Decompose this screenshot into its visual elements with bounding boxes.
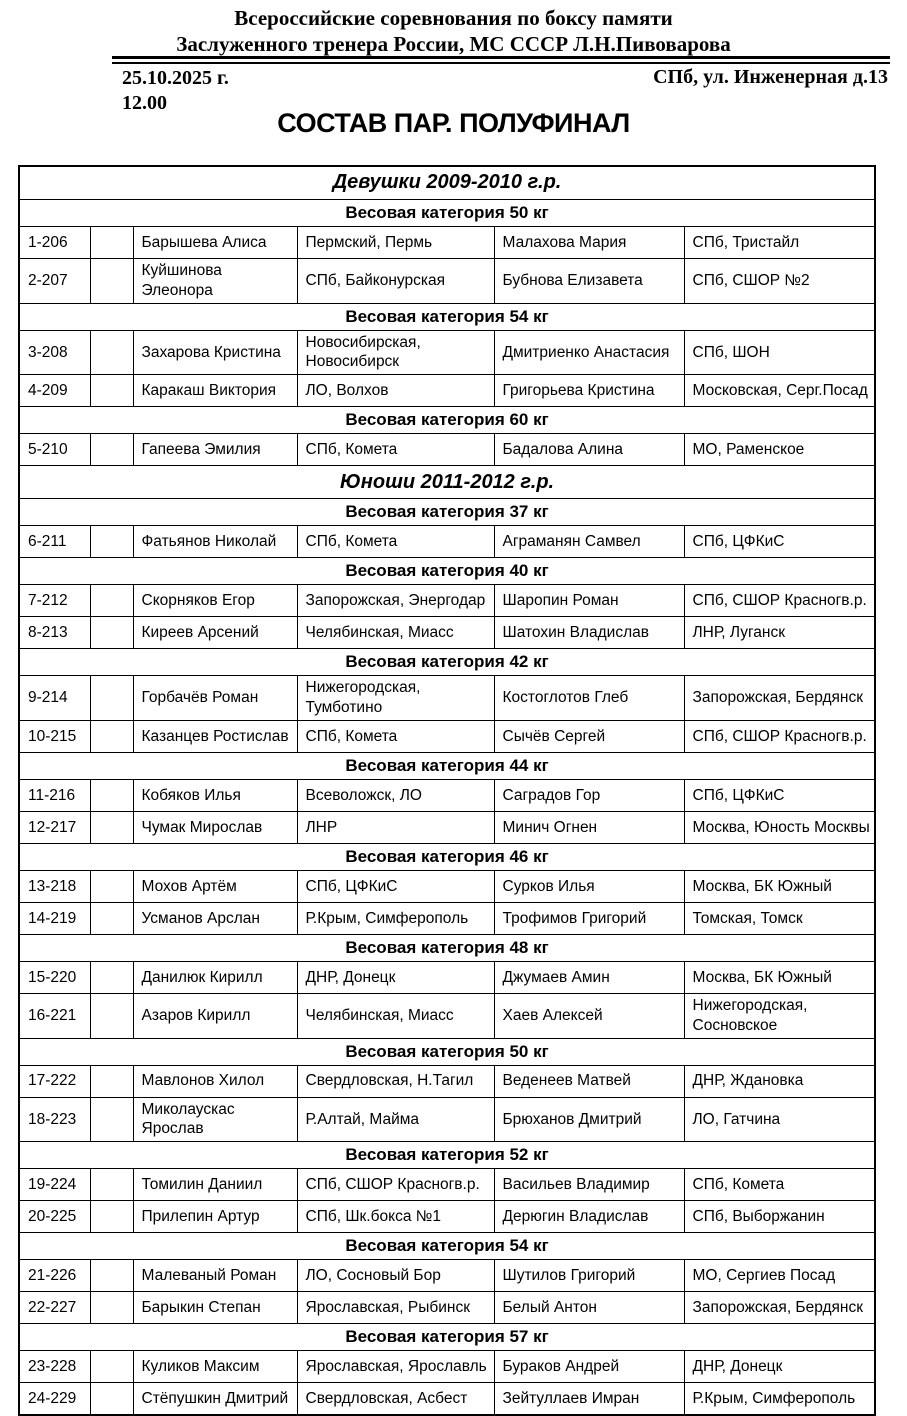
blank-cell: [90, 1169, 133, 1201]
category-row: [19, 303, 875, 330]
blue-corner-club: МО, Раменское: [684, 434, 875, 466]
bout-row: [19, 676, 875, 721]
section-row: [19, 466, 875, 499]
red-corner-name: Казанцев Ростислав: [133, 720, 297, 752]
red-corner-club: Новосибирская, Новосибирск: [297, 330, 494, 375]
category-row: [19, 558, 875, 585]
red-corner-club: Ярославская, Рыбинск: [297, 1292, 494, 1324]
blue-corner-name: Дмитриенко Анастасия: [494, 330, 684, 375]
section-title: Девушки 2009-2010 г.р.: [19, 166, 875, 200]
blue-corner-name: Бураков Андрей: [494, 1351, 684, 1383]
blue-corner-club: Р.Крым, Симферополь: [684, 1383, 875, 1416]
red-corner-club: СПб, ЦФКиС: [297, 870, 494, 902]
title-line-2: Заслуженного тренера России, МС СССР Л.Н.Пивоварова: [176, 32, 731, 56]
red-corner-name: Куликов Максим: [133, 1351, 297, 1383]
bout-row: [19, 259, 875, 304]
blank-cell: [90, 227, 133, 259]
blank-cell: [90, 1383, 133, 1416]
blue-corner-name: Брюханов Дмитрий: [494, 1097, 684, 1142]
bout-row: [19, 330, 875, 375]
blank-cell: [90, 585, 133, 617]
bout-row: [19, 1065, 875, 1097]
red-corner-name: Каракаш Виктория: [133, 375, 297, 407]
category-label: Весовая категория 40 кг: [19, 558, 875, 585]
blank-cell: [90, 1097, 133, 1142]
category-row: [19, 649, 875, 676]
category-row: [19, 200, 875, 227]
blue-corner-name: Трофимов Григорий: [494, 902, 684, 934]
category-label: Весовая категория 52 кг: [19, 1142, 875, 1169]
section-title: Юноши 2011-2012 г.р.: [19, 466, 875, 499]
category-label: Весовая категория 37 кг: [19, 499, 875, 526]
bout-row: [19, 811, 875, 843]
category-label: Весовая категория 44 кг: [19, 752, 875, 779]
red-corner-club: Свердловская, Н.Тагил: [297, 1065, 494, 1097]
blank-cell: [90, 779, 133, 811]
blue-corner-club: СПб, Тристайл: [684, 227, 875, 259]
pair-number: 9-214: [19, 676, 90, 721]
category-row: [19, 934, 875, 961]
pair-number: 24-229: [19, 1383, 90, 1416]
blue-corner-name: Джумаев Амин: [494, 961, 684, 993]
blue-corner-club: Москва, Юность Москвы: [684, 811, 875, 843]
bout-row: [19, 1201, 875, 1233]
red-corner-club: СПб, Комета: [297, 720, 494, 752]
red-corner-club: Нижегородская, Тумботино: [297, 676, 494, 721]
category-row: [19, 1142, 875, 1169]
blue-corner-club: СПб, Выборжанин: [684, 1201, 875, 1233]
blank-cell: [90, 330, 133, 375]
red-corner-name: Мавлонов Хилол: [133, 1065, 297, 1097]
blue-corner-name: Малахова Мария: [494, 227, 684, 259]
red-corner-name: Мохов Артём: [133, 870, 297, 902]
red-corner-name: Томилин Даниил: [133, 1169, 297, 1201]
blue-corner-name: Дерюгин Владислав: [494, 1201, 684, 1233]
red-corner-name: Горбачёв Роман: [133, 676, 297, 721]
blank-cell: [90, 1065, 133, 1097]
pair-number: 4-209: [19, 375, 90, 407]
bout-row: [19, 375, 875, 407]
blue-corner-name: Бадалова Алина: [494, 434, 684, 466]
bout-row: [19, 1169, 875, 1201]
bout-row: [19, 617, 875, 649]
blue-corner-name: Васильев Владимир: [494, 1169, 684, 1201]
blue-corner-name: Шутилов Григорий: [494, 1260, 684, 1292]
red-corner-name: Малеваный Роман: [133, 1260, 297, 1292]
red-corner-club: Запорожская, Энергодар: [297, 585, 494, 617]
red-corner-club: ЛО, Сосновый Бор: [297, 1260, 494, 1292]
bout-row: [19, 961, 875, 993]
bout-row: [19, 902, 875, 934]
red-corner-name: Миколаускас Ярослав: [133, 1097, 297, 1142]
event-time: 12.00: [122, 92, 167, 114]
pair-number: 1-206: [19, 227, 90, 259]
blue-corner-club: СПб, ЦФКиС: [684, 779, 875, 811]
blank-cell: [90, 259, 133, 304]
red-corner-club: Ярославская, Ярославль: [297, 1351, 494, 1383]
red-corner-name: Прилепин Артур: [133, 1201, 297, 1233]
pair-number: 21-226: [19, 1260, 90, 1292]
category-label: Весовая категория 60 кг: [19, 407, 875, 434]
category-row: [19, 499, 875, 526]
blue-corner-name: Бубнова Елизавета: [494, 259, 684, 304]
category-label: Весовая категория 54 кг: [19, 303, 875, 330]
bout-row: [19, 993, 875, 1038]
red-corner-club: ЛНР: [297, 811, 494, 843]
pair-number: 2-207: [19, 259, 90, 304]
pair-number: 15-220: [19, 961, 90, 993]
pair-number: 19-224: [19, 1169, 90, 1201]
category-label: Весовая категория 50 кг: [19, 1038, 875, 1065]
pair-number: 17-222: [19, 1065, 90, 1097]
red-corner-name: Стёпушкин Дмитрий: [133, 1383, 297, 1416]
blank-cell: [90, 720, 133, 752]
blue-corner-club: ЛО, Гатчина: [684, 1097, 875, 1142]
category-label: Весовая категория 50 кг: [19, 200, 875, 227]
blue-corner-club: ДНР, Ждановка: [684, 1065, 875, 1097]
bout-row: [19, 1292, 875, 1324]
bout-row: [19, 227, 875, 259]
blue-corner-club: СПб, СШОР Красногв.р.: [684, 720, 875, 752]
red-corner-name: Гапеева Эмилия: [133, 434, 297, 466]
blank-cell: [90, 676, 133, 721]
blank-cell: [90, 902, 133, 934]
blue-corner-club: СПб, ЦФКиС: [684, 526, 875, 558]
blue-corner-club: Москва, БК Южный: [684, 961, 875, 993]
bout-row: [19, 779, 875, 811]
blue-corner-name: Саградов Гор: [494, 779, 684, 811]
pair-number: 12-217: [19, 811, 90, 843]
pair-number: 8-213: [19, 617, 90, 649]
bout-row: [19, 1260, 875, 1292]
red-corner-club: Всеволожск, ЛО: [297, 779, 494, 811]
bout-row: [19, 434, 875, 466]
red-corner-club: СПб, Комета: [297, 434, 494, 466]
blue-corner-name: Аграманян Самвел: [494, 526, 684, 558]
red-corner-name: Захарова Кристина: [133, 330, 297, 375]
blank-cell: [90, 1292, 133, 1324]
blue-corner-club: Москва, БК Южный: [684, 870, 875, 902]
blank-cell: [90, 526, 133, 558]
event-date: 25.10.2025 г.: [122, 67, 229, 89]
red-corner-club: Р.Крым, Симферополь: [297, 902, 494, 934]
red-corner-club: Челябинская, Миасс: [297, 617, 494, 649]
pair-number: 3-208: [19, 330, 90, 375]
red-corner-club: СПб, Комета: [297, 526, 494, 558]
blue-corner-name: Сычёв Сергей: [494, 720, 684, 752]
blue-corner-club: Томская, Томск: [684, 902, 875, 934]
pairs-table-body: [19, 166, 875, 1415]
pair-number: 22-227: [19, 1292, 90, 1324]
bout-row: [19, 1351, 875, 1383]
bout-row: [19, 870, 875, 902]
blue-corner-name: Хаев Алексей: [494, 993, 684, 1038]
blue-corner-club: МО, Сергиев Посад: [684, 1260, 875, 1292]
blue-corner-name: Зейтуллаев Имран: [494, 1383, 684, 1416]
pair-number: 10-215: [19, 720, 90, 752]
red-corner-name: Данилюк Кирилл: [133, 961, 297, 993]
blank-cell: [90, 811, 133, 843]
bout-row: [19, 1097, 875, 1142]
blue-corner-name: Григорьева Кристина: [494, 375, 684, 407]
blue-corner-name: Минич Огнен: [494, 811, 684, 843]
pair-number: 11-216: [19, 779, 90, 811]
blank-cell: [90, 870, 133, 902]
red-corner-name: Скорняков Егор: [133, 585, 297, 617]
blue-corner-club: Московская, Серг.Посад: [684, 375, 875, 407]
pair-number: 5-210: [19, 434, 90, 466]
blank-cell: [90, 993, 133, 1038]
red-corner-club: СПб, Шк.бокса №1: [297, 1201, 494, 1233]
blue-corner-club: СПб, СШОР №2: [684, 259, 875, 304]
blue-corner-club: СПб, ШОН: [684, 330, 875, 375]
red-corner-name: Азаров Кирилл: [133, 993, 297, 1038]
pair-number: 13-218: [19, 870, 90, 902]
blue-corner-name: Шаропин Роман: [494, 585, 684, 617]
blue-corner-club: Нижегородская, Сосновское: [684, 993, 875, 1038]
blue-corner-club: ЛНР, Луганск: [684, 617, 875, 649]
red-corner-name: Кобяков Илья: [133, 779, 297, 811]
blue-corner-name: Сурков Илья: [494, 870, 684, 902]
category-row: [19, 843, 875, 870]
red-corner-name: Чумак Мирослав: [133, 811, 297, 843]
bout-row: [19, 585, 875, 617]
red-corner-club: СПб, Байконурская: [297, 259, 494, 304]
blank-cell: [90, 961, 133, 993]
blank-cell: [90, 1260, 133, 1292]
red-corner-name: Барышева Алиса: [133, 227, 297, 259]
blue-corner-club: Запорожская, Бердянск: [684, 676, 875, 721]
red-corner-club: СПб, СШОР Красногв.р.: [297, 1169, 494, 1201]
category-row: [19, 1324, 875, 1351]
blue-corner-club: Запорожская, Бердянск: [684, 1292, 875, 1324]
blue-corner-name: Веденеев Матвей: [494, 1065, 684, 1097]
section-row: [19, 166, 875, 200]
pairs-table: [18, 165, 876, 1416]
header-divider: [112, 56, 890, 64]
page-title: СОСТАВ ПАР. ПОЛУФИНАЛ: [277, 108, 630, 138]
red-corner-name: Усманов Арслан: [133, 902, 297, 934]
pair-number: 18-223: [19, 1097, 90, 1142]
red-corner-club: Пермский, Пермь: [297, 227, 494, 259]
pair-number: 14-219: [19, 902, 90, 934]
red-corner-club: Челябинская, Миасс: [297, 993, 494, 1038]
category-row: [19, 1233, 875, 1260]
blue-corner-name: Костоглотов Глеб: [494, 676, 684, 721]
title-line-1: Всероссийские соревнования по боксу памяти: [234, 6, 673, 30]
blank-cell: [90, 617, 133, 649]
blue-corner-name: Шатохин Владислав: [494, 617, 684, 649]
category-label: Весовая категория 46 кг: [19, 843, 875, 870]
category-row: [19, 407, 875, 434]
red-corner-club: ЛО, Волхов: [297, 375, 494, 407]
bout-row: [19, 526, 875, 558]
blue-corner-name: Белый Антон: [494, 1292, 684, 1324]
red-corner-club: Р.Алтай, Майма: [297, 1097, 494, 1142]
blue-corner-club: СПб, СШОР Красногв.р.: [684, 585, 875, 617]
red-corner-club: ДНР, Донецк: [297, 961, 494, 993]
event-venue: СПб, ул. Инженерная д.13: [653, 66, 888, 88]
pair-number: 20-225: [19, 1201, 90, 1233]
blank-cell: [90, 434, 133, 466]
bout-row: [19, 1383, 875, 1416]
bout-row: [19, 720, 875, 752]
category-row: [19, 752, 875, 779]
red-corner-name: Фатьянов Николай: [133, 526, 297, 558]
red-corner-name: Барыкин Степан: [133, 1292, 297, 1324]
category-row: [19, 1038, 875, 1065]
category-label: Весовая категория 48 кг: [19, 934, 875, 961]
category-label: Весовая категория 42 кг: [19, 649, 875, 676]
pair-number: 16-221: [19, 993, 90, 1038]
red-corner-name: Куйшинова Элеонора: [133, 259, 297, 304]
blank-cell: [90, 1201, 133, 1233]
blank-cell: [90, 1351, 133, 1383]
document-header: [0, 5, 907, 57]
red-corner-name: Киреев Арсений: [133, 617, 297, 649]
category-label: Весовая категория 57 кг: [19, 1324, 875, 1351]
pair-number: 23-228: [19, 1351, 90, 1383]
category-label: Весовая категория 54 кг: [19, 1233, 875, 1260]
pair-number: 7-212: [19, 585, 90, 617]
blank-cell: [90, 375, 133, 407]
red-corner-club: Свердловская, Асбест: [297, 1383, 494, 1416]
blue-corner-club: СПб, Комета: [684, 1169, 875, 1201]
pair-number: 6-211: [19, 526, 90, 558]
blue-corner-club: ДНР, Донецк: [684, 1351, 875, 1383]
